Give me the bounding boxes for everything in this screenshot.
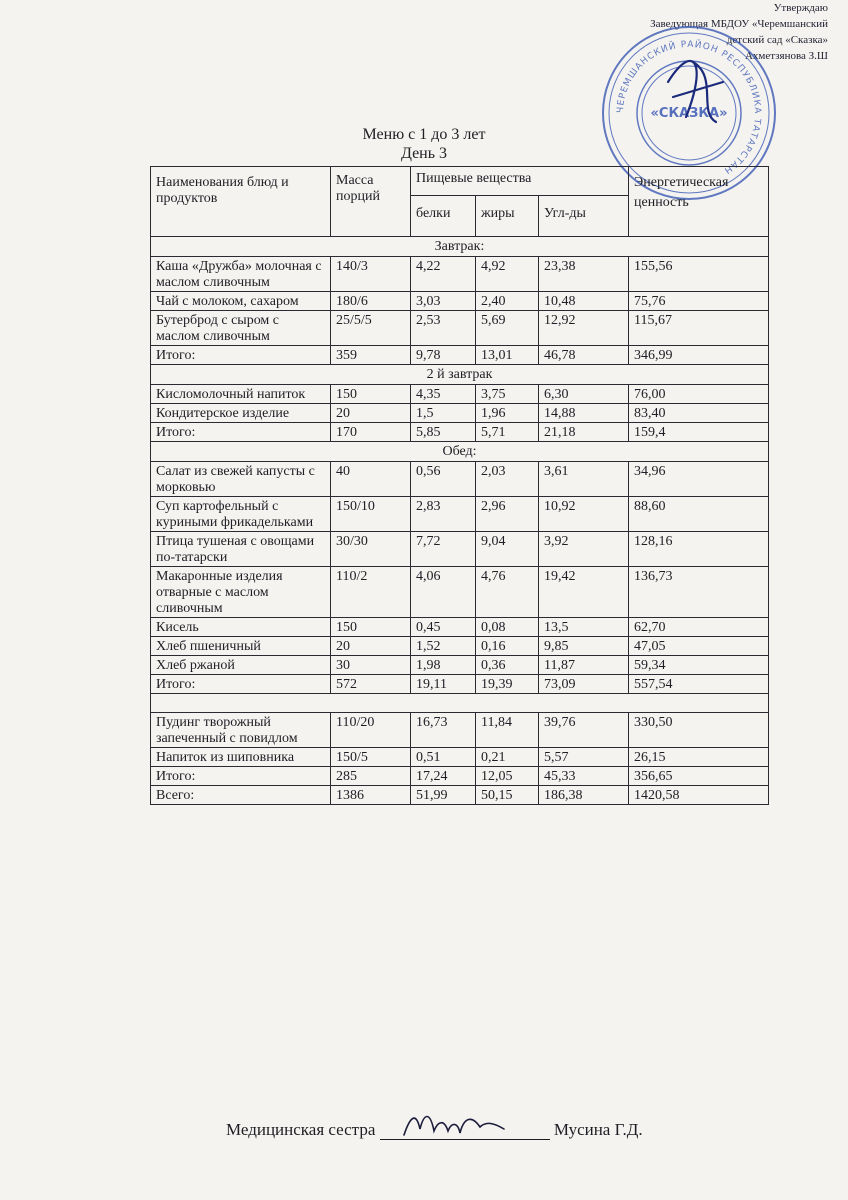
cell-proteins: 1,5 bbox=[411, 404, 476, 423]
cell-mass: 180/6 bbox=[331, 292, 411, 311]
table-row bbox=[151, 748, 769, 767]
cell-proteins: 2,53 bbox=[411, 311, 476, 346]
cell-name: Суп картофельный с куриными фрикадельками bbox=[151, 497, 331, 532]
table-row bbox=[151, 385, 769, 404]
cell-energy: 83,40 bbox=[629, 404, 769, 423]
cell-energy: 34,96 bbox=[629, 462, 769, 497]
header-mass: Масса порций bbox=[331, 167, 411, 237]
cell-energy: 1420,58 bbox=[629, 786, 769, 805]
cell-carbs: 3,92 bbox=[539, 532, 629, 567]
cell-name: Хлеб пшеничный bbox=[151, 637, 331, 656]
cell-proteins: 4,06 bbox=[411, 567, 476, 618]
cell-fats: 1,96 bbox=[476, 404, 539, 423]
cell-energy: 356,65 bbox=[629, 767, 769, 786]
grand-total-row bbox=[151, 786, 769, 805]
cell-fats: 9,04 bbox=[476, 532, 539, 567]
cell-name: Чай с молоком, сахаром bbox=[151, 292, 331, 311]
section-header-row bbox=[151, 365, 769, 385]
cell-name: Кондитерское изделие bbox=[151, 404, 331, 423]
menu-day: День 3 bbox=[400, 145, 448, 162]
cell-mass: 140/3 bbox=[331, 257, 411, 292]
cell-proteins: 0,51 bbox=[411, 748, 476, 767]
cell-energy: 62,70 bbox=[629, 618, 769, 637]
signature-name: Мусина Г.Д. bbox=[553, 1120, 643, 1139]
cell-energy: 26,15 bbox=[629, 748, 769, 767]
section-title: 2 й завтрак bbox=[151, 365, 769, 385]
header-energy: Энергетическая ценность bbox=[629, 167, 769, 237]
cell-carbs: 19,42 bbox=[539, 567, 629, 618]
menu-title: Меню с 1 до 3 лет bbox=[362, 126, 486, 143]
section-header-row bbox=[151, 442, 769, 462]
cell-energy: 136,73 bbox=[629, 567, 769, 618]
cell-fats: 4,76 bbox=[476, 567, 539, 618]
table-row bbox=[151, 618, 769, 637]
cell-name: Бутерброд с сыром с маслом сливочным bbox=[151, 311, 331, 346]
cell-mass: 150 bbox=[331, 385, 411, 404]
cell-proteins: 16,73 bbox=[411, 713, 476, 748]
cell-carbs: 186,38 bbox=[539, 786, 629, 805]
cell-name: Хлеб ржаной bbox=[151, 656, 331, 675]
cell-mass: 150 bbox=[331, 618, 411, 637]
cell-fats: 5,69 bbox=[476, 311, 539, 346]
cell-mass: 359 bbox=[331, 346, 411, 365]
cell-name: Кисломолочный напиток bbox=[151, 385, 331, 404]
table-row bbox=[151, 404, 769, 423]
cell-energy: 75,76 bbox=[629, 292, 769, 311]
cell-proteins: 4,22 bbox=[411, 257, 476, 292]
cell-mass: 20 bbox=[331, 637, 411, 656]
signature-block bbox=[226, 1120, 643, 1140]
cell-mass: 572 bbox=[331, 675, 411, 694]
cell-proteins: 3,03 bbox=[411, 292, 476, 311]
section-header-row bbox=[151, 694, 769, 713]
signature-line bbox=[380, 1121, 550, 1140]
cell-mass: 20 bbox=[331, 404, 411, 423]
cell-name: Птица тушеная с овощами по-татарски bbox=[151, 532, 331, 567]
total-row bbox=[151, 767, 769, 786]
cell-carbs: 73,09 bbox=[539, 675, 629, 694]
stamp-inner-text: «СКАЗКА» bbox=[650, 106, 728, 121]
header-name: Наименования блюд и продуктов bbox=[151, 167, 331, 237]
cell-energy: 76,00 bbox=[629, 385, 769, 404]
cell-name: Итого: bbox=[151, 346, 331, 365]
cell-carbs: 3,61 bbox=[539, 462, 629, 497]
cell-carbs: 10,48 bbox=[539, 292, 629, 311]
cell-name: Макаронные изделия отварные с маслом сливочным bbox=[151, 567, 331, 618]
section-title bbox=[151, 694, 769, 713]
cell-name: Салат из свежей капусты с морковью bbox=[151, 462, 331, 497]
cell-fats: 0,36 bbox=[476, 656, 539, 675]
table-row bbox=[151, 532, 769, 567]
table-row bbox=[151, 257, 769, 292]
cell-energy: 159,4 bbox=[629, 423, 769, 442]
cell-proteins: 7,72 bbox=[411, 532, 476, 567]
cell-mass: 285 bbox=[331, 767, 411, 786]
cell-mass: 170 bbox=[331, 423, 411, 442]
cell-fats: 2,40 bbox=[476, 292, 539, 311]
header-row bbox=[151, 167, 769, 196]
table-row bbox=[151, 311, 769, 346]
cell-mass: 25/5/5 bbox=[331, 311, 411, 346]
cell-name: Кисель bbox=[151, 618, 331, 637]
cell-fats: 19,39 bbox=[476, 675, 539, 694]
total-row bbox=[151, 346, 769, 365]
cell-fats: 0,08 bbox=[476, 618, 539, 637]
cell-proteins: 0,56 bbox=[411, 462, 476, 497]
cell-carbs: 13,5 bbox=[539, 618, 629, 637]
cell-fats: 2,03 bbox=[476, 462, 539, 497]
cell-fats: 12,05 bbox=[476, 767, 539, 786]
cell-name: Всего: bbox=[151, 786, 331, 805]
cell-energy: 47,05 bbox=[629, 637, 769, 656]
total-row bbox=[151, 675, 769, 694]
stamp-outer-text: ЧЕРЕМШАНСКИЙ РАЙОН РЕСПУБЛИКА ТАТАРСТАН bbox=[615, 39, 763, 176]
cell-carbs: 45,33 bbox=[539, 767, 629, 786]
cell-carbs: 23,38 bbox=[539, 257, 629, 292]
cell-proteins: 0,45 bbox=[411, 618, 476, 637]
cell-carbs: 12,92 bbox=[539, 311, 629, 346]
cell-proteins: 1,52 bbox=[411, 637, 476, 656]
cell-carbs: 11,87 bbox=[539, 656, 629, 675]
cell-energy: 115,67 bbox=[629, 311, 769, 346]
cell-carbs: 46,78 bbox=[539, 346, 629, 365]
cell-mass: 150/10 bbox=[331, 497, 411, 532]
cell-energy: 346,99 bbox=[629, 346, 769, 365]
cell-proteins: 5,85 bbox=[411, 423, 476, 442]
cell-carbs: 14,88 bbox=[539, 404, 629, 423]
cell-carbs: 9,85 bbox=[539, 637, 629, 656]
cell-mass: 110/2 bbox=[331, 567, 411, 618]
cell-energy: 155,56 bbox=[629, 257, 769, 292]
nurse-signature-icon bbox=[400, 1107, 510, 1141]
table-row bbox=[151, 567, 769, 618]
cell-fats: 5,71 bbox=[476, 423, 539, 442]
cell-fats: 11,84 bbox=[476, 713, 539, 748]
table-row bbox=[151, 462, 769, 497]
cell-carbs: 39,76 bbox=[539, 713, 629, 748]
cell-name: Каша «Дружба» молочная с маслом сливочным bbox=[151, 257, 331, 292]
cell-proteins: 4,35 bbox=[411, 385, 476, 404]
cell-proteins: 1,98 bbox=[411, 656, 476, 675]
cell-carbs: 10,92 bbox=[539, 497, 629, 532]
cell-fats: 3,75 bbox=[476, 385, 539, 404]
cell-energy: 59,34 bbox=[629, 656, 769, 675]
header-carbs: Угл-ды bbox=[539, 196, 629, 237]
menu-table bbox=[150, 166, 769, 805]
cell-fats: 0,16 bbox=[476, 637, 539, 656]
cell-mass: 40 bbox=[331, 462, 411, 497]
approval-line-3: детский сад «Сказка» bbox=[726, 34, 828, 46]
table-row bbox=[151, 637, 769, 656]
approval-line-2: Заведующая МБДОУ «Черемшанский bbox=[650, 18, 828, 30]
cell-proteins: 2,83 bbox=[411, 497, 476, 532]
cell-proteins: 9,78 bbox=[411, 346, 476, 365]
cell-name: Пудинг творожный запеченный с повидлом bbox=[151, 713, 331, 748]
section-title: Завтрак: bbox=[151, 237, 769, 257]
cell-carbs: 21,18 bbox=[539, 423, 629, 442]
cell-fats: 50,15 bbox=[476, 786, 539, 805]
header-proteins: белки bbox=[411, 196, 476, 237]
cell-energy: 330,50 bbox=[629, 713, 769, 748]
cell-proteins: 19,11 bbox=[411, 675, 476, 694]
approval-line-1: Утверждаю bbox=[773, 2, 828, 14]
cell-name: Итого: bbox=[151, 423, 331, 442]
cell-name: Итого: bbox=[151, 767, 331, 786]
cell-name: Напиток из шиповника bbox=[151, 748, 331, 767]
table-row bbox=[151, 713, 769, 748]
cell-carbs: 6,30 bbox=[539, 385, 629, 404]
cell-energy: 557,54 bbox=[629, 675, 769, 694]
cell-energy: 88,60 bbox=[629, 497, 769, 532]
total-row bbox=[151, 423, 769, 442]
cell-proteins: 17,24 bbox=[411, 767, 476, 786]
cell-mass: 110/20 bbox=[331, 713, 411, 748]
cell-proteins: 51,99 bbox=[411, 786, 476, 805]
table-row bbox=[151, 292, 769, 311]
cell-mass: 30 bbox=[331, 656, 411, 675]
section-title: Обед: bbox=[151, 442, 769, 462]
cell-fats: 4,92 bbox=[476, 257, 539, 292]
cell-fats: 2,96 bbox=[476, 497, 539, 532]
cell-mass: 150/5 bbox=[331, 748, 411, 767]
header-nutrients: Пищевые вещества bbox=[411, 167, 629, 196]
cell-fats: 13,01 bbox=[476, 346, 539, 365]
cell-carbs: 5,57 bbox=[539, 748, 629, 767]
table-row bbox=[151, 497, 769, 532]
signature-role: Медицинская сестра bbox=[226, 1120, 376, 1139]
cell-fats: 0,21 bbox=[476, 748, 539, 767]
header-fats: жиры bbox=[476, 196, 539, 237]
approval-line-4: Ахметзянова З.Ш bbox=[744, 50, 828, 62]
cell-name: Итого: bbox=[151, 675, 331, 694]
table-row bbox=[151, 656, 769, 675]
cell-mass: 1386 bbox=[331, 786, 411, 805]
cell-energy: 128,16 bbox=[629, 532, 769, 567]
section-header-row bbox=[151, 237, 769, 257]
cell-mass: 30/30 bbox=[331, 532, 411, 567]
